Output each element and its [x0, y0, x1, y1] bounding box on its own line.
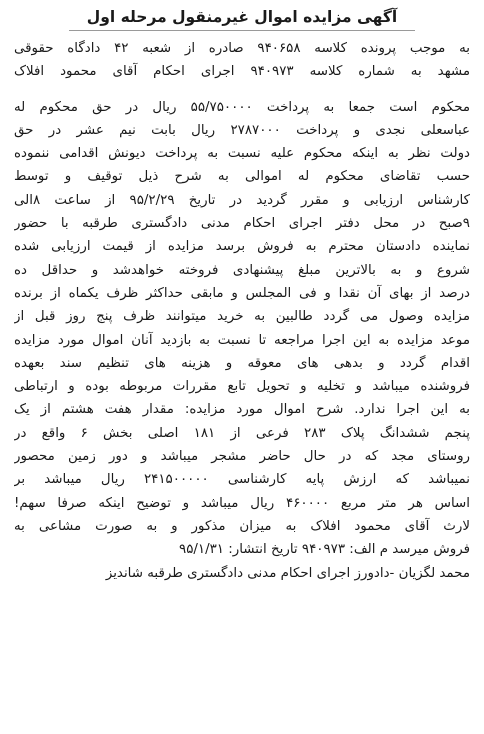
signature-line: محمد لگزیان -دادورز اجرای احکام مدنی دادگستری طرقبه شاندیز: [105, 565, 470, 581]
intro-paragraph: [14, 37, 470, 84]
text-line: لارث آقای محمود افلاک به میزان مذکور و به صورت مشاعی به: [14, 518, 470, 534]
text-line: پنجم ششدانگ پلاک ۲۸۳ فرعی از ۱۸۱ اصلی بخش ۶ واقع در: [14, 425, 470, 441]
text-line: به موجب پرونده کلاسه ۹۴۰۶۵۸ صادره از شعبه ۴۲ دادگاه حقوقی: [14, 41, 470, 56]
text-line: موعد مزایده به این اجرا مراجعه تا نسبت به بازدید آنان اموال مورد مزایده: [14, 332, 470, 348]
notice-title: آگهی مزایده اموال غیرمنقول مرحله اول: [69, 6, 415, 31]
text-line: مزایده وصول می گردد طالبین به خرید میتوانند ظرف پنج روز قبل از: [14, 309, 470, 325]
text-line: دولت نظر به اینکه محکوم علیه نسبت به پرداخت دیونش اقدامی ننموده: [14, 146, 470, 162]
text-line: مشهد به شماره کلاسه ۹۴۰۹۷۳ اجرای احکام آقای محمود افلاک: [14, 64, 470, 80]
text-line: اقدام گردد و بدهی های معوقه و هزینه های تنظیم سند بعهده: [14, 355, 470, 371]
text-line: درصد از بهای آن نقدا و فی المجلس و مابقی حداکثر ظرف یکماه از برنده: [14, 285, 470, 301]
text-line: عباسعلی نجدی و پرداخت ۲۷۸۷۰۰۰ ریال بابت نیم عشر در حق: [14, 122, 470, 138]
text-line: نماینده دادستان محترم به فروش برسد مزایده از قیمت ارزیابی شده: [14, 239, 470, 255]
title-wrap: [14, 6, 470, 31]
text-line: به این اجرا ندارد. شرح اموال مورد مزایده: مقدار هفت هشتم از یک: [14, 402, 470, 418]
text-line: نمیباشد که ارزش پایه کارشناسی ۲۴۱۵۰۰۰۰۰ ریال میباشد بر: [14, 472, 470, 488]
body-paragraph: [14, 96, 470, 562]
text-line: فروشنده میباشد و تخلیه و تحویل تابع مقررات مربوطه بوده و ارتباطی: [14, 379, 470, 395]
text-line: محکوم است جمعا به پرداخت ۵۵/۷۵۰۰۰۰ ریال در حق محکوم له: [14, 99, 470, 115]
text-line: ۹صبح در محل دفتر اجرای احکام مدنی دادگستری طرقبه با حضور: [14, 216, 470, 232]
text-line: کارشناس ارزیابی و مقرر گردید در تاریخ ۹۵/۲/۲۹ از ساعت ۸الی: [14, 192, 470, 208]
text-line: شروع و به بالاترین مبلغ پیشنهادی فروخته خواهدشد و حداقل ده: [14, 262, 470, 278]
paragraph-gap: [14, 84, 470, 96]
text-line: فروش میرسد م الف: ۹۴۰۹۷۳ تاریخ انتشار: ۹۵/۱/۳۱: [179, 542, 470, 558]
text-line: حسب تقاضای محکوم له اموالی به شرح ذیل توقیف و توسط: [14, 169, 470, 185]
text-line: روستای مجد که در حال حاضر مشجر میباشد و دور زمین محصور: [14, 449, 470, 465]
text-line: اساس هر متر مربع ۴۶۰۰۰۰ ریال میباشد و توضیح اینکه صرفا سهم!: [14, 495, 470, 511]
